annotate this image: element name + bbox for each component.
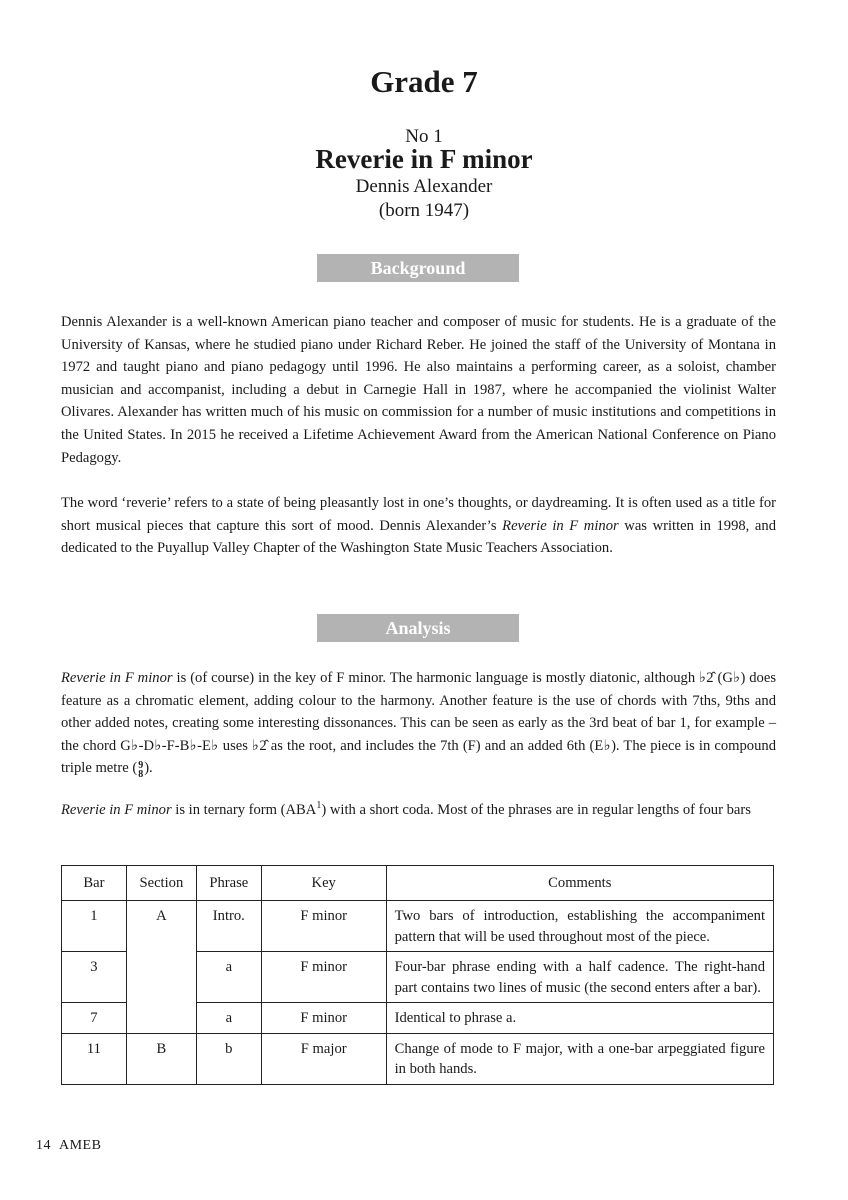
table-row	[62, 952, 774, 1003]
bar-cell: 1	[62, 901, 127, 952]
piece-title: Reverie in F minor	[315, 144, 533, 174]
section-cell: A	[126, 901, 196, 952]
section-cell	[126, 952, 196, 1003]
publisher-name: AMEB	[59, 1138, 102, 1153]
grade-heading: Grade 7	[370, 64, 478, 99]
composer-dates: (born 1947)	[378, 200, 470, 221]
page-number: 14	[36, 1138, 51, 1153]
background-paragraph-2: The word ‘reverie’ refers to a state of being pleasantly lost in one’s thoughts, or daydreaming. It is often used as a title for short musical pieces that capture this sort of mood. Dennis Alexander’s Reverie in F minor was written in 1998, and dedicated to the Puyallup Valley Chapter of the Washington State Music Teachers Association.	[61, 495, 776, 557]
key-cell: F minor	[261, 901, 386, 952]
comment-cell: Four-bar phrase ending with a half cadence. The right-hand part contains two lines of music (the second enters after a bar).	[386, 952, 773, 1003]
background-paragraph-1: Dennis Alexander is a well-known American piano teacher and composer of music for students. He is a graduate of the University of Kansas, where he studied piano under Richard Reber. He joined the staff of the University of Montana in 1972 and taught piano and piano pedagogy until 1996. He also maintains a performing career, as a soloist, chamber musician and accompanist, including a debut in Carnegie Hall in 1987, where he accompanied the violinist Walter Olivares. Alexander has written much of his music on commission for a number of music institutions and competitions in the United States. In 2015 he received a Lifetime Achievement Award from the American National Conference on Piano Pedagogy.	[61, 314, 776, 466]
phrase-cell: a	[196, 1003, 261, 1034]
bar-cell: 7	[62, 1003, 127, 1034]
column-header-key: Key	[261, 866, 386, 901]
composer-name: Dennis Alexander	[355, 176, 493, 197]
column-header-bar: Bar	[62, 866, 127, 901]
bar-cell: 3	[62, 952, 127, 1003]
page-footer	[36, 1138, 101, 1154]
bar-cell: 11	[62, 1033, 127, 1084]
table-header-row	[62, 866, 774, 901]
phrase-cell: b	[196, 1033, 261, 1084]
table-row	[62, 1033, 774, 1084]
analysis-table	[61, 865, 774, 1085]
piece-number: No 1	[405, 126, 443, 147]
analysis-paragraph-1: Reverie in F minor is (of course) in the key of F minor. The harmonic language is mostly diatonic, although ♭2̂ (G♭) does feature as a chromatic element, adding colour to the harmony. Another feature is the use of chords with 7ths, 9ths and other added notes, creating some interesting dissonances. This can be seen as early as the 3rd beat of bar 1, for example – the chord G♭-D♭-F-B♭-E♭ uses ♭2̂ as the root, and includes the 7th (F) and an added 6th (E♭). The piece is in compound triple metre ( 9 8 ).	[61, 670, 777, 781]
time-signature: 9 8	[138, 760, 144, 781]
background-section-label: Background	[317, 254, 519, 282]
comment-cell: Change of mode to F major, with a one-bar arpeggiated figure in both hands.	[386, 1033, 773, 1084]
key-cell: F major	[261, 1033, 386, 1084]
key-cell: F minor	[261, 1003, 386, 1034]
analysis-paragraph-2: Reverie in F minor is in ternary form (ABA$^1$) with a short coda. Most of the phrases are in regular lengths of four bars	[61, 800, 751, 818]
table-row	[62, 901, 774, 952]
column-header-section: Section	[126, 866, 196, 901]
comment-cell: Two bars of introduction, establishing the accompaniment pattern that will be used throughout most of the piece.	[386, 901, 773, 952]
section-cell: B	[126, 1033, 196, 1084]
analysis-section-label: Analysis	[317, 614, 519, 642]
section-cell	[126, 1003, 196, 1034]
table-row	[62, 1003, 774, 1034]
column-header-phrase: Phrase	[196, 866, 261, 901]
comment-cell: Identical to phrase a.	[386, 1003, 773, 1034]
phrase-cell: a	[196, 952, 261, 1003]
phrase-cell: Intro.	[196, 901, 261, 952]
key-cell: F minor	[261, 952, 386, 1003]
column-header-comments: Comments	[386, 866, 773, 901]
